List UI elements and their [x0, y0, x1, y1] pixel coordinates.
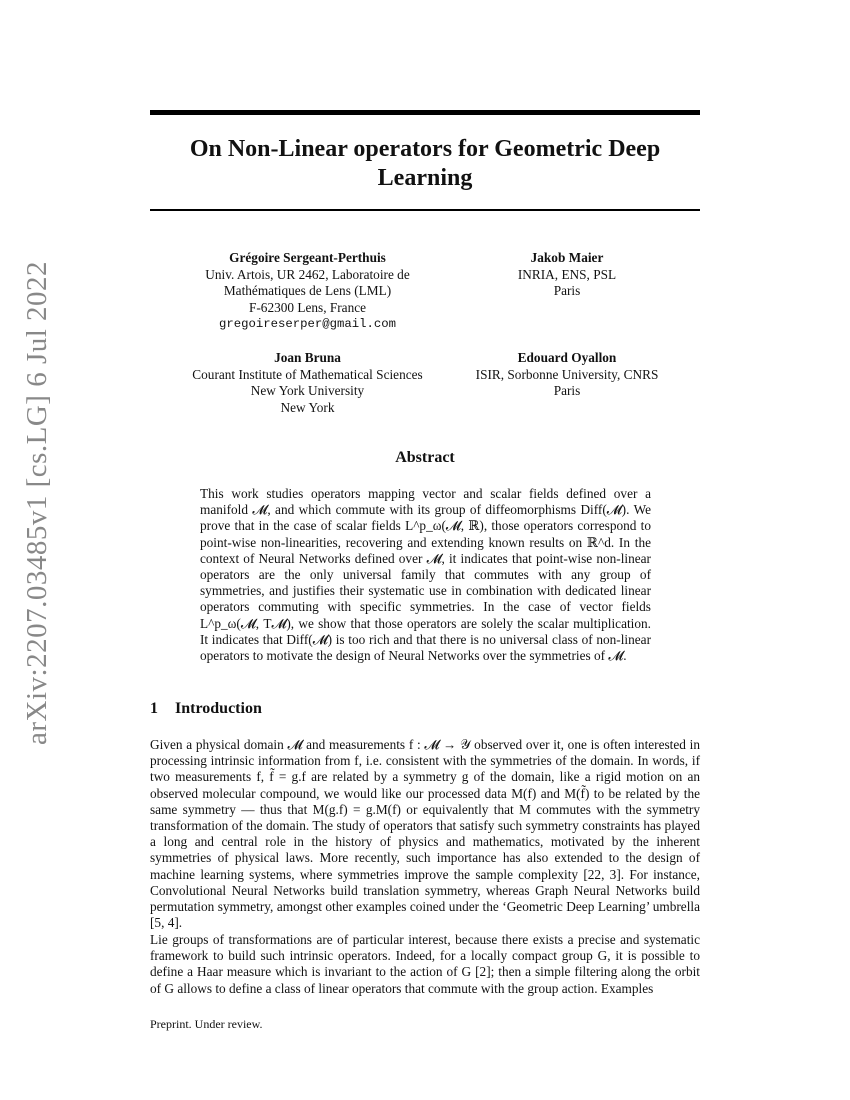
- author-affiliation: ISIR, Sorbonne University, CNRS: [475, 366, 659, 382]
- abstract-heading: Abstract: [395, 449, 455, 466]
- author-block: [180, 250, 435, 333]
- author-affiliation: F-62300 Lens, France: [248, 299, 367, 315]
- author-affiliation: New York University: [250, 383, 365, 399]
- paper-title: On Non-Linear operators for Geometric Deep Learning: [189, 136, 661, 191]
- author-affiliation: Univ. Artois, UR 2462, Laboratoire de: [205, 266, 410, 282]
- author-name: Joan Bruna: [274, 350, 341, 365]
- section-heading: [150, 700, 262, 718]
- author-block: [467, 250, 667, 300]
- author-affiliation: New York: [280, 399, 335, 415]
- author-affiliation: Courant Institute of Mathematical Sciences: [192, 366, 423, 382]
- footer-note: Preprint. Under review.: [150, 1017, 263, 1031]
- author-affiliation: Paris: [553, 383, 581, 399]
- author-block: [467, 350, 667, 400]
- intro-paragraph: Lie groups of transformations are of particular interest, because there exists a precise and systematic framework to build such intrinsic operators. Indeed, for a locally compact group G, it is possible to define a Haar measure which is invariant to the action of G [2]; then a simple filtering along the orbit of G allows to define a class of linear operators that commute with the group action. Examples: [150, 932, 700, 996]
- abstract-text: This work studies operators mapping vector and scalar fields defined over a manifold 𝓜, and which commute with its group of diffeomorphisms Diff(𝓜). We prove that in the case of scalar fields L^p_ω(𝓜, ℝ), those operators correspond to point-wise non-linearities, recovering and extending known results on ℝ^d. In the context of Neural Networks defined over 𝓜, it indicates that point-wise non-linear operators are the only universal family that commutes with any group of symmetries, and justifies their systematic use in combination with dedicated linear operators commuting with specific symmetries. In the case of vector fields L^p_ω(𝓜, T𝓜), we show that those operators are solely the scalar multiplication. It indicates that Diff(𝓜) is too rich and that there is no universal class of non-linear operators to motivate the design of Neural Networks over the symmetries of 𝓜.: [200, 486, 651, 664]
- author-name: Jakob Maier: [530, 250, 604, 265]
- author-affiliation: Mathématiques de Lens (LML): [223, 283, 392, 299]
- arxiv-stamp: arXiv:2207.03485v1 [cs.LG] 6 Jul 2022: [21, 260, 53, 745]
- author-block: [180, 350, 435, 416]
- author-name: Edouard Oyallon: [517, 350, 617, 365]
- author-name: Grégoire Sergeant-Perthuis: [229, 250, 386, 265]
- title-rule-bottom: [150, 209, 700, 211]
- author-affiliation: INRIA, ENS, PSL: [517, 266, 617, 282]
- author-affiliation: Paris: [553, 283, 581, 299]
- section-number: 1: [150, 700, 158, 717]
- section-title: Introduction: [175, 700, 262, 717]
- intro-paragraph: Given a physical domain 𝓜 and measurements f : 𝓜 → 𝒴 observed over it, one is often interested in processing intrinsic information from f, i.e. consistent with the symmetries of the domain. In words, if two measurements f, f̃ = g.f are related by a symmetry g of the domain, like a rigid motion on an observed molecular compound, we would like our processed data M(f) and M(f̃) to be related by the same symmetry — thus that M(g.f) = g.M(f) or equivalently that M commutes with the symmetry transformation of the domain. The study of operators that satisfy such symmetry constraints has played a long and central role in the history of physics and mathematics, motivated by the inherent symmetries of physical laws. More recently, such importance has also extended to the design of machine learning systems, where symmetries improve the sample complexity [22, 3]. For instance, Convolutional Neural Networks build translation symmetry, whereas Graph Neural Networks build permutation symmetry, amongst other examples coined under the ‘Geometric Deep Learning’ umbrella [5, 4].: [150, 737, 700, 931]
- title-rule-top: [150, 110, 700, 115]
- author-email[interactable]: gregoireserper@gmail.com: [218, 317, 397, 332]
